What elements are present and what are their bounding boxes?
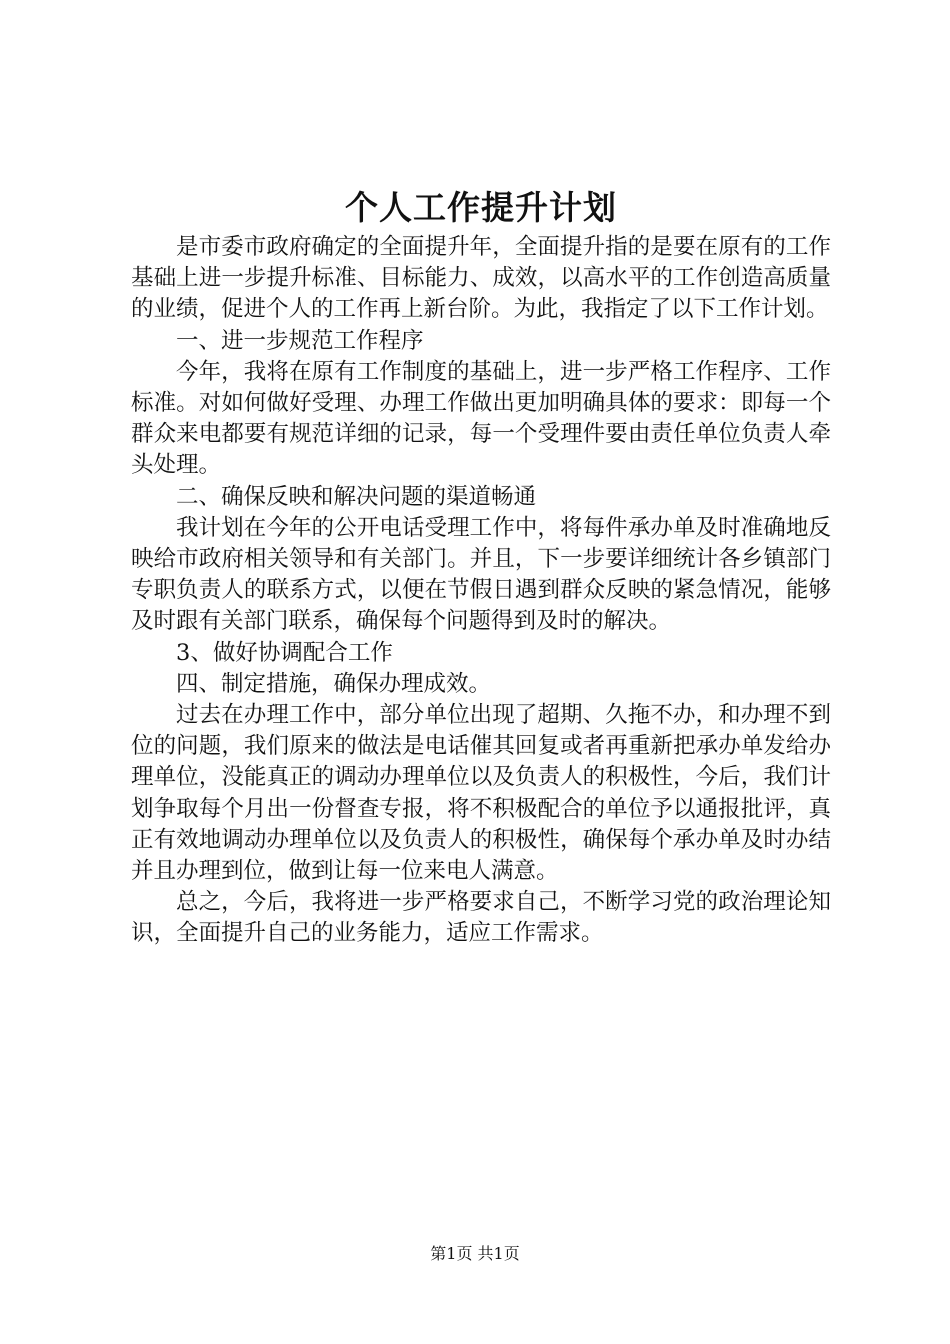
conclusion-paragraph: 总之，今后，我将进一步严格要求自己，不断学习党的政治理论知识，全面提升自己的业务能力，适应工作需求。: [131, 889, 831, 947]
section-2-heading: 二、确保反映和解决问题的渠道畅通: [176, 483, 537, 510]
section-1-heading: 一、进一步规范工作程序: [176, 327, 424, 354]
document-title: 个人工作提升计划: [345, 188, 617, 227]
section-4-heading: 四、制定措施，确保办理成效。: [176, 670, 492, 697]
section-1-paragraph: 今年，我将在原有工作制度的基础上，进一步严格工作程序、工作标准。对如何做好受理、办理工作做出更加明确具体的要求：即每一个群众来电都要有规范详细的记录，每一个受理件要由责任单位负责人牵头处理。: [131, 358, 831, 479]
section-2-paragraph: 我计划在今年的公开电话受理工作中，将每件承办单及时准确地反映给市政府相关领导和有关部门。并且，下一步要详细统计各乡镇部门专职负责人的联系方式，以便在节假日遇到群众反映的紧急情况，能够及时跟有关部门联系，确保每个问题得到及时的解决。: [131, 514, 831, 635]
section-4-paragraph: 过去在办理工作中，部分单位出现了超期、久拖不办，和办理不到位的问题，我们原来的做法是电话催其回复或者再重新把承办单发给办理单位，没能真正的调动办理单位以及负责人的积极性，今后，我们计划争取每个月出一份督查专报，将不积极配合的单位予以通报批评，真正有效地调动办理单位以及负责人的积极性，确保每个承办单及时办结并且办理到位，做到让每一位来电人满意。: [131, 702, 831, 885]
section-3-heading: 3、做好协调配合工作: [176, 639, 393, 666]
page-footer: 第1页 共1页: [430, 1244, 520, 1263]
intro-paragraph: 是市委市政府确定的全面提升年，全面提升指的是要在原有的工作基础上进一步提升标准、目标能力、成效，以高水平的工作创造高质量的业绩，促进个人的工作再上新台阶。为此，我指定了以下工作计划。: [131, 234, 831, 323]
document-body: [131, 186, 831, 950]
